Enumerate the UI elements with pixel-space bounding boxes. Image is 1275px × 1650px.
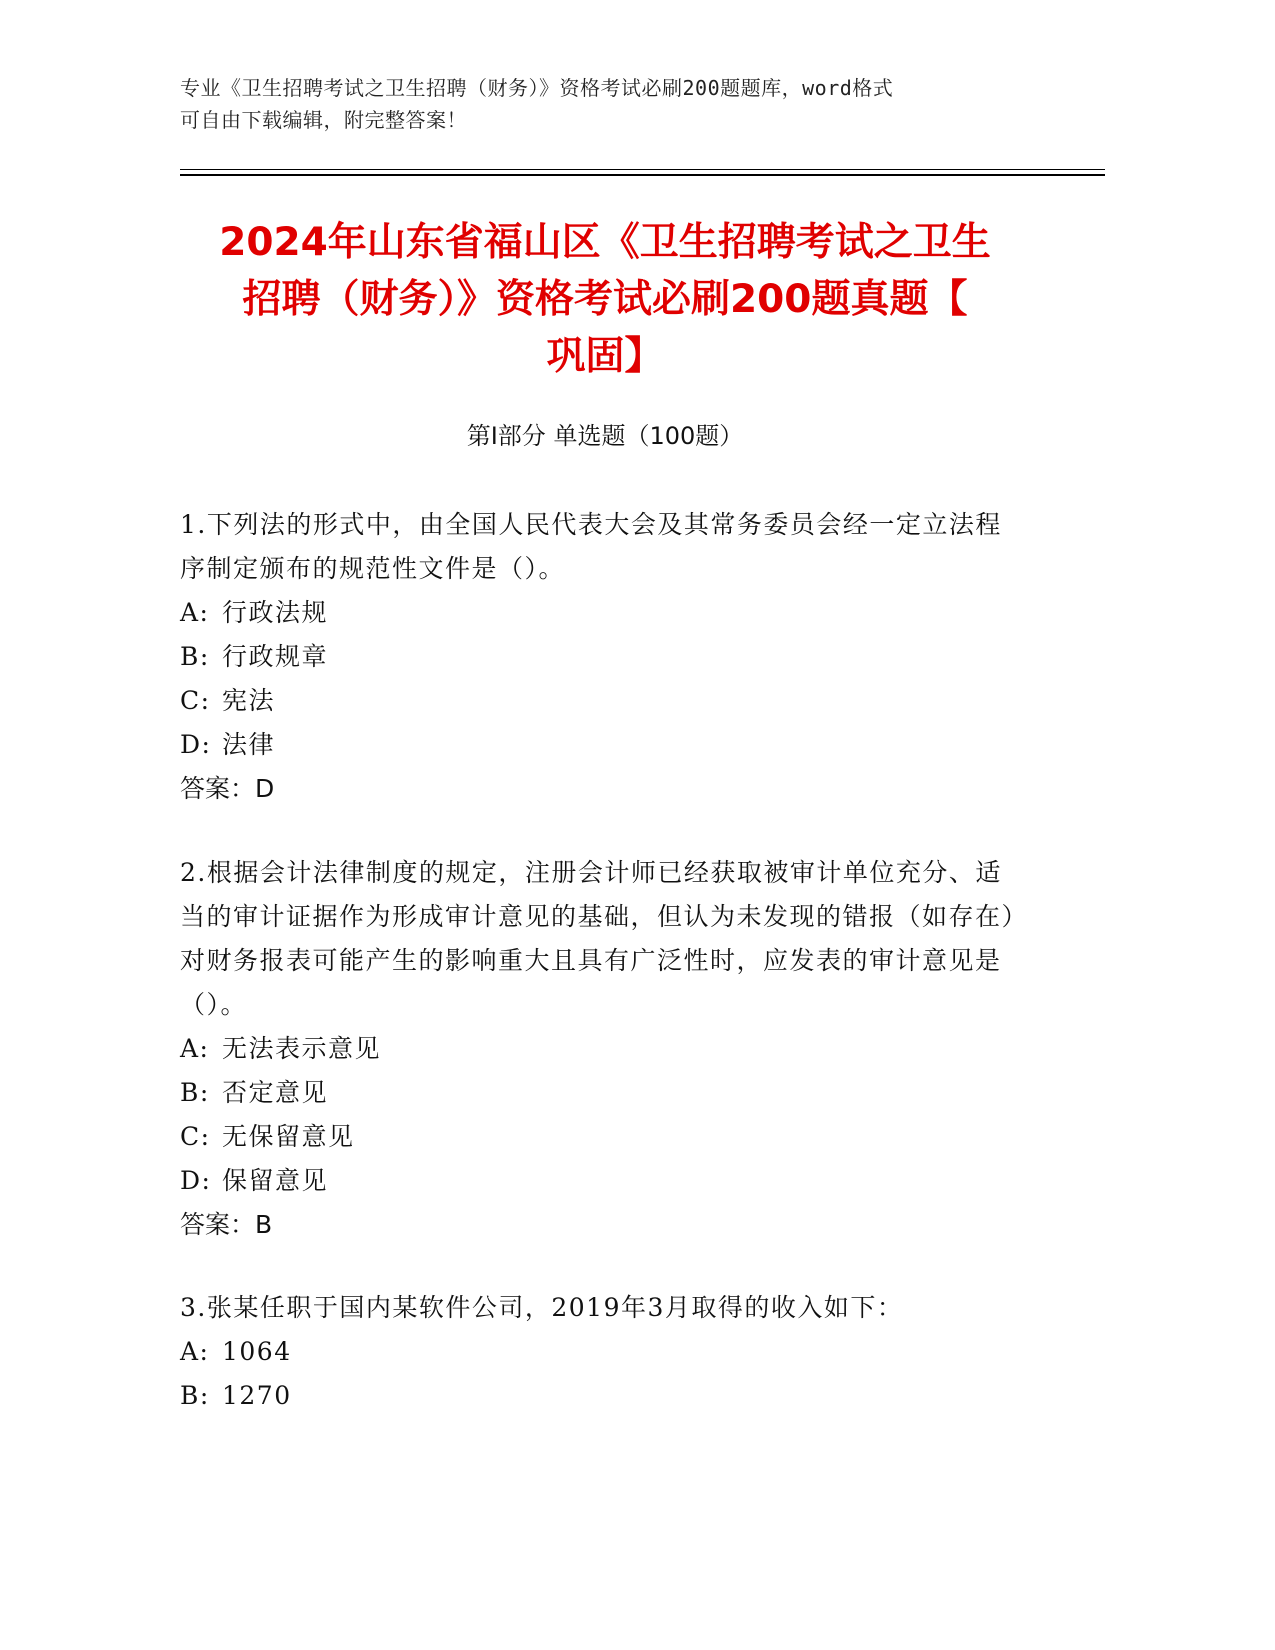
header-note-line-1: 专业《卫生招聘考试之卫生招聘（财务）》资格考试必刷200题题库，word格式: [180, 76, 894, 100]
header-divider-thick: [180, 174, 1105, 176]
option-text: 1064: [222, 1337, 292, 1366]
document-title: [170, 214, 1040, 385]
option-letter: B:: [180, 1381, 210, 1410]
document-title-line-2: 招聘（财务）》资格考试必刷200题真题【: [242, 277, 968, 322]
option-text: 法律: [222, 730, 276, 759]
question-2: [180, 851, 1025, 1247]
option-b: [180, 1071, 1025, 1115]
option-b: [180, 635, 1025, 679]
option-letter: B:: [180, 1078, 210, 1107]
option-text: 行政规章: [222, 642, 329, 671]
option-letter: C:: [180, 686, 211, 715]
option-d: [180, 1159, 1025, 1203]
option-letter: C:: [180, 1122, 211, 1151]
option-text: 1270: [222, 1381, 292, 1410]
document-title-line-3: 巩固】: [546, 334, 664, 379]
option-text: 宪法: [222, 686, 276, 715]
option-d: [180, 723, 1025, 767]
option-letter: A:: [180, 598, 210, 627]
option-a: [180, 1330, 1025, 1374]
option-b: [180, 1374, 1025, 1418]
option-letter: D:: [180, 1166, 212, 1195]
question-1: [180, 503, 1025, 811]
option-a: [180, 1027, 1025, 1071]
document-title-line-1: 2024年山东省福山区《卫生招聘考试之卫生: [219, 220, 991, 265]
question-3: [180, 1286, 1025, 1418]
option-letter: A:: [180, 1034, 210, 1063]
option-letter: A:: [180, 1337, 210, 1366]
option-letter: B:: [180, 642, 210, 671]
header-note-line-2: 可自由下载编辑，附完整答案！: [180, 108, 467, 132]
option-text: 保留意见: [222, 1166, 329, 1195]
answer-line: 答案：B: [180, 1210, 273, 1239]
question-stem: 2.根据会计法律制度的规定，注册会计师已经获取被审计单位充分、适当的审计证据作为形成审计意见的基础，但认为未发现的错报（如存在）对财务报表可能产生的影响重大且具有广泛性时，应发表的审计意见是（）。: [180, 858, 1016, 1019]
option-c: [180, 1115, 1025, 1159]
option-text: 无法表示意见: [222, 1034, 382, 1063]
option-letter: D:: [180, 730, 212, 759]
option-text: 行政法规: [222, 598, 329, 627]
section-heading: 第Ⅰ部分 单选题（100题）: [466, 422, 744, 450]
question-stem: 1.下列法的形式中，由全国人民代表大会及其常务委员会经一定立法程序制定颁布的规范性文件是（）。: [180, 510, 1002, 583]
header-divider-thin: [180, 169, 1105, 170]
question-stem: 3.张某任职于国内某软件公司，2019年3月取得的收入如下：: [180, 1293, 904, 1322]
header-note: [180, 72, 1040, 136]
option-a: [180, 591, 1025, 635]
answer-line: 答案：D: [180, 774, 275, 803]
option-c: [180, 679, 1025, 723]
option-text: 否定意见: [222, 1078, 329, 1107]
option-text: 无保留意见: [222, 1122, 355, 1151]
